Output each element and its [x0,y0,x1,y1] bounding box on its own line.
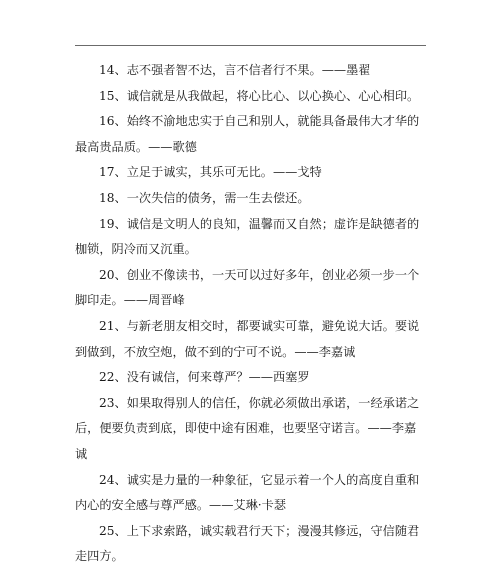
top-divider [75,45,426,46]
quote-text: 与新老朋友相交时，都要诚实可靠，避免说大话。要说到做到，不放空炮，做不到的宁可不说。——李嘉诚 [75,318,420,359]
quote-item [75,84,426,110]
quote-separator: 、 [114,165,127,180]
quote-item [75,391,426,468]
quote-separator: 、 [114,63,127,77]
quote-number: 17 [99,165,115,180]
quote-item [75,519,426,566]
quote-separator: 、 [114,472,127,487]
quote-separator: 、 [114,190,127,205]
quote-separator: 、 [114,114,127,129]
quote-item [75,109,426,160]
quote-item [75,212,426,263]
quote-text: 一次失信的债务，需一生去偿还。 [126,190,310,205]
quote-number: 22 [99,370,115,385]
quote-number: 18 [99,190,115,205]
quote-number: 20 [99,267,115,282]
quote-number: 23 [99,395,115,410]
quote-list [75,58,426,566]
quote-text: 立足于诚实，其乐可无比。——戈特 [126,165,322,180]
quote-separator: 、 [114,395,127,410]
quote-number: 24 [99,472,115,487]
quote-item [75,468,426,519]
quote-separator: 、 [114,267,127,282]
quote-text: 创业不像读书，一天可以过好多年，创业必须一步一个脚印走。——周晋峰 [75,267,420,308]
quote-separator: 、 [114,216,127,231]
quote-item [75,58,426,84]
quote-text: 志不强者智不达，言不信者行不果。——墨翟 [126,63,371,77]
quote-item [75,160,426,186]
quote-number: 21 [99,318,115,333]
quote-number: 19 [99,216,115,231]
quote-text: 如果取得别人的信任，你就必须做出承诺，一经承诺之后，便要负责到底，即使中途有困难，也要坚守诺言。——李嘉诚 [75,395,420,461]
quote-number: 15 [99,88,115,103]
quote-number: 16 [99,114,115,129]
quote-text: 诚实是力量的一种象征，它显示着一个人的高度自重和内心的安全感与尊严感。——艾琳·卡瑟 [75,472,420,513]
quote-text: 诚信就是从我做起，将心比心、以心换心、心心相印。 [126,88,420,103]
quote-separator: 、 [114,88,127,103]
quote-separator: 、 [114,370,127,385]
quote-separator: 、 [114,523,127,538]
quote-item [75,263,426,314]
quote-item [75,186,426,212]
quote-number: 14 [99,63,115,77]
quote-item [75,314,426,365]
quote-text: 上下求索路，诚实载君行天下；漫漫其修远，守信随君走四方。 [75,523,420,564]
quote-separator: 、 [114,318,127,333]
quote-text: 始终不渝地忠实于自己和别人，就能具备最伟大才华的最高贵品质。——歌德 [75,114,420,154]
quote-item [75,365,426,391]
quote-text: 诚信是文明人的良知，温馨而又自然；虚诈是缺德者的枷锁，阴冷而又沉重。 [75,216,420,257]
quote-text: 没有诚信，何来尊严？——西塞罗 [126,370,310,385]
quote-number: 25 [99,523,115,538]
